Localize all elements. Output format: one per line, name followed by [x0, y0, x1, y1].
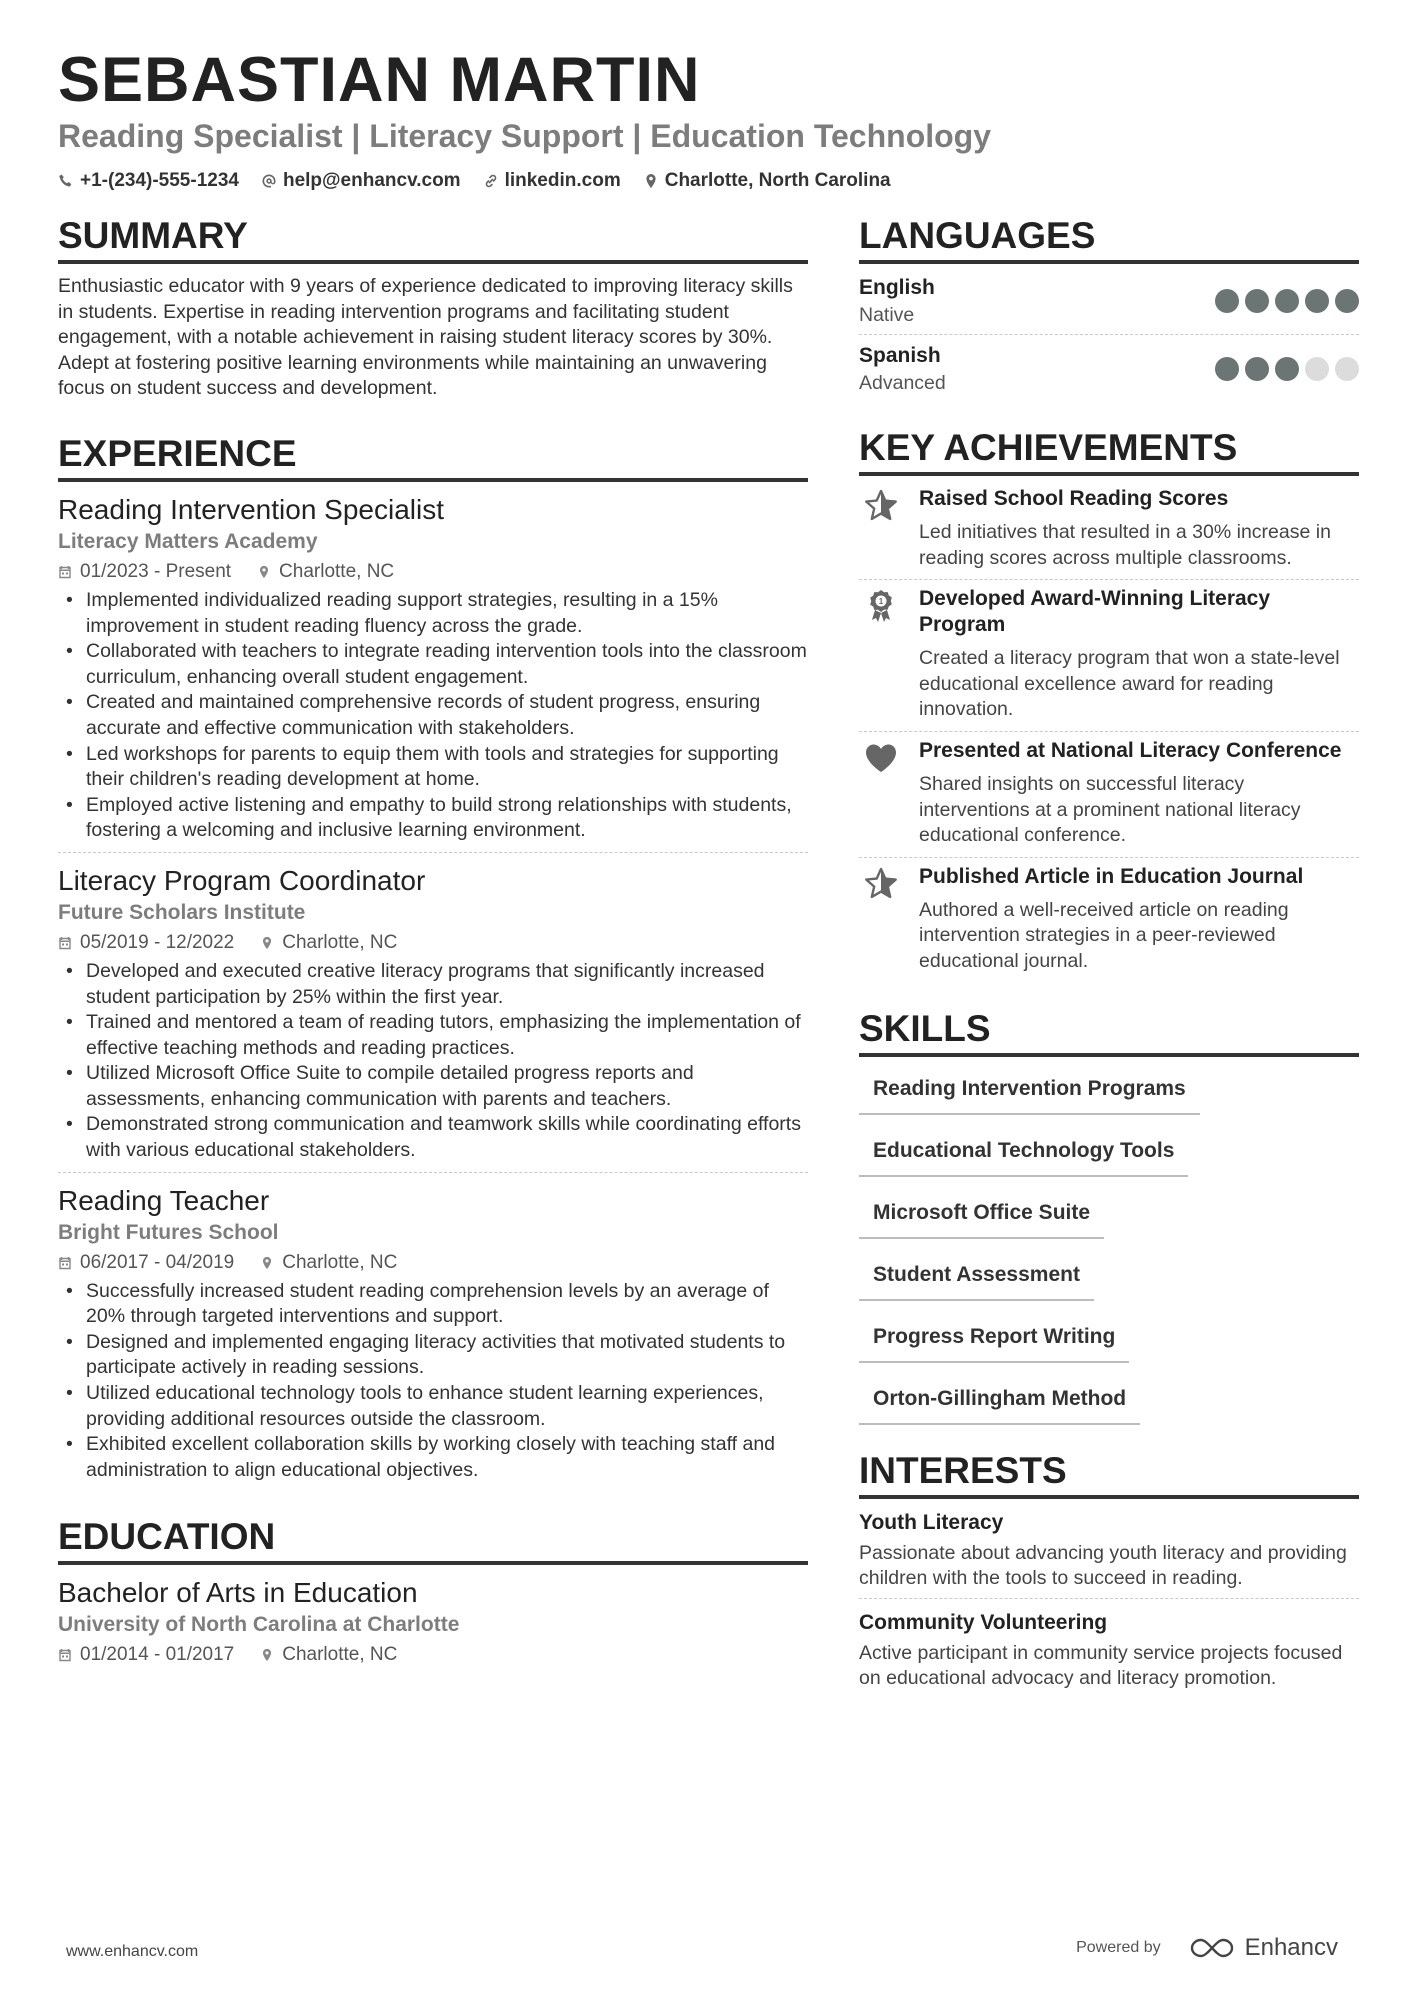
interests-heading: INTERESTS — [859, 1449, 1359, 1499]
school-name: University of North Carolina at Charlotte — [58, 1613, 460, 1637]
enhancv-logo-icon — [1187, 1935, 1237, 1961]
job-bullet: • Trained and mentored a team of reading tutors, emphasizing the implementation of effective teaching methods and reading practices. — [58, 1010, 808, 1061]
rating-dot-filled — [1335, 289, 1359, 313]
rating-dot-filled — [1275, 357, 1299, 381]
language-rating — [1215, 357, 1359, 381]
job-bullet: • Employed active listening and empathy to build strong relationships with students, fostering a welcoming and inclusive learning environment. — [58, 793, 808, 844]
job-location: Charlotte, NC — [282, 1251, 398, 1273]
job-bullet: • Implemented individualized reading support strategies, resulting in a 15% improvement in student reading fluency across the grade. — [58, 588, 808, 639]
job-bullet: • Exhibited excellent collaboration skills by working closely with teaching staff and administration to align educational objectives. — [58, 1432, 808, 1483]
right-column — [859, 214, 1359, 1708]
job-bullet: • Demonstrated strong communication and teamwork skills while coordinating efforts with various educational stakeholders. — [58, 1112, 808, 1163]
job-bullets — [58, 959, 808, 1164]
summary-text: Enthusiastic educator with 9 years of experience dedicated to improving literacy skills in students. Expertise in reading intervention programs and facilitating student engagement, with a notable achievement in raising student literacy scores by 30%. Adept at fostering positive learning environments while maintaining an unwavering focus on student success and development. — [58, 275, 793, 400]
language-name: English — [859, 276, 935, 299]
job-title: Reading Teacher — [58, 1184, 270, 1216]
job-bullet: • Developed and executed creative literacy programs that significantly increased student participation by 25% within the first year. — [58, 959, 808, 1010]
education-entry — [58, 1575, 808, 1677]
rating-dot-filled — [1305, 289, 1329, 313]
link-icon — [483, 173, 499, 189]
achievement-item — [859, 586, 1359, 732]
heart-icon — [863, 740, 899, 776]
footer-website[interactable]: www.enhancv.com — [66, 1943, 199, 1960]
location-icon — [260, 1256, 274, 1270]
job-entry — [58, 492, 808, 853]
job-bullet: • Utilized Microsoft Office Suite to compile detailed progress reports and assessments, enhancing communication with parents and teachers. — [58, 1061, 808, 1112]
experience-heading: EXPERIENCE — [58, 432, 808, 482]
achievement-item — [859, 738, 1359, 858]
interest-title: Community Volunteering — [859, 1610, 1108, 1634]
job-meta — [58, 558, 808, 586]
job-bullet: • Led workshops for parents to equip them with tools and strategies for supporting their children's reading development at home. — [58, 742, 808, 793]
achievement-title: Presented at National Literacy Conference — [919, 738, 1342, 762]
location-icon — [643, 173, 659, 189]
rating-dot-filled — [1215, 289, 1239, 313]
job-bullet: • Successfully increased student reading comprehension levels by an average of 20% through targeted interventions and support. — [58, 1279, 808, 1330]
location-icon — [257, 565, 271, 579]
job-bullet: • Utilized educational technology tools to enhance student learning experiences, providing additional resources outside the classroom. — [58, 1381, 808, 1432]
left-column — [58, 214, 808, 1687]
rating-dot-empty — [1335, 357, 1359, 381]
company-name: Bright Futures School — [58, 1220, 279, 1244]
job-dates: 06/2017 - 04/2019 — [80, 1251, 235, 1273]
language-item — [859, 274, 1359, 335]
job-bullets — [58, 1279, 808, 1484]
rating-dot-filled — [1215, 357, 1239, 381]
star-icon — [863, 488, 899, 524]
job-bullet: • Designed and implemented engaging literacy activities that motivated students to participate actively in reading sessions. — [58, 1330, 808, 1381]
footer-branding — [1076, 1934, 1338, 1962]
contact-linkedin[interactable] — [483, 168, 621, 194]
job-entry — [58, 863, 808, 1173]
interest-desc: Active participant in community service projects focused on educational advocacy and literacy promotion. — [859, 1641, 1343, 1690]
star-icon — [863, 866, 899, 902]
award-icon — [863, 588, 899, 624]
calendar-icon — [58, 565, 72, 579]
candidate-headline: Reading Specialist | Literacy Support | Education Technology — [58, 118, 992, 154]
job-title: Reading Intervention Specialist — [58, 493, 445, 525]
achievement-title: Raised School Reading Scores — [919, 487, 1229, 510]
job-meta — [58, 1249, 808, 1277]
candidate-name: SEBASTIAN MARTIN — [58, 45, 701, 115]
calendar-icon — [58, 936, 72, 950]
rating-dot-filled — [1245, 357, 1269, 381]
skills-list — [859, 1067, 1359, 1425]
degree-title: Bachelor of Arts in Education — [58, 1577, 418, 1609]
contact-location-text: Charlotte, North Carolina — [664, 170, 891, 191]
rating-dot-filled — [1275, 289, 1299, 313]
achievement-desc: Created a literacy program that won a state-level educational excellence award for reading innovation. — [919, 647, 1340, 721]
calendar-icon — [58, 1648, 72, 1662]
contact-bar — [58, 168, 891, 194]
rating-dot-empty — [1305, 357, 1329, 381]
contact-location — [643, 168, 891, 194]
job-location: Charlotte, NC — [282, 931, 398, 953]
interest-desc: Passionate about advancing youth literacy and providing children with the tools to succeed in reading. — [859, 1541, 1347, 1590]
interest-title: Youth Literacy — [859, 1510, 1004, 1534]
summary-heading: SUMMARY — [58, 214, 808, 264]
company-name: Literacy Matters Academy — [58, 529, 318, 553]
skill-tag: Orton-Gillingham Method — [859, 1377, 1140, 1425]
language-level: Native — [859, 304, 915, 326]
contact-email-text: help@enhancv.com — [282, 170, 461, 191]
achievement-title: Published Article in Education Journal — [919, 864, 1304, 888]
contact-email[interactable] — [261, 168, 461, 194]
language-rating — [1215, 289, 1359, 313]
job-location: Charlotte, NC — [279, 560, 395, 582]
at-icon — [261, 173, 277, 189]
brand-name: Enhancv — [1244, 1934, 1338, 1961]
powered-by-label: Powered by — [1076, 1939, 1161, 1956]
education-dates: 01/2014 - 01/2017 — [80, 1644, 235, 1666]
education-meta — [58, 1641, 808, 1669]
achievement-title: Developed Award-Winning Literacy Program — [919, 587, 1271, 637]
language-name: Spanish — [859, 344, 941, 367]
skill-tag: Progress Report Writing — [859, 1315, 1129, 1363]
location-icon — [260, 1648, 274, 1662]
contact-linkedin-text: linkedin.com — [504, 170, 621, 191]
job-bullet: • Collaborated with teachers to integrate reading intervention tools into the classroom curriculum, enhancing overall student engagement. — [58, 639, 808, 690]
brand-logo[interactable] — [1187, 1934, 1338, 1962]
skill-tag: Microsoft Office Suite — [859, 1191, 1104, 1239]
calendar-icon — [58, 1256, 72, 1270]
education-heading: EDUCATION — [58, 1515, 808, 1565]
education-location: Charlotte, NC — [282, 1644, 398, 1666]
job-bullet: • Created and maintained comprehensive records of student progress, ensuring accurate and effective communication with stakeholders. — [58, 690, 808, 741]
job-entry — [58, 1183, 808, 1492]
skills-heading: SKILLS — [859, 1007, 1359, 1057]
phone-icon — [58, 173, 74, 189]
company-name: Future Scholars Institute — [58, 900, 306, 924]
achievement-desc: Led initiatives that resulted in a 30% increase in reading scores across multiple classrooms. — [919, 521, 1331, 569]
interest-item — [859, 1509, 1359, 1599]
skill-tag: Educational Technology Tools — [859, 1129, 1188, 1177]
rating-dot-filled — [1245, 289, 1269, 313]
interest-item — [859, 1609, 1359, 1698]
svg-text:1: 1 — [878, 597, 884, 607]
job-dates: 01/2023 - Present — [80, 560, 232, 582]
contact-phone[interactable] — [58, 168, 239, 194]
languages-heading: LANGUAGES — [859, 214, 1359, 264]
language-item — [859, 342, 1359, 402]
job-title: Literacy Program Coordinator — [58, 864, 426, 896]
job-dates: 05/2019 - 12/2022 — [80, 931, 235, 953]
achievement-item — [859, 486, 1359, 580]
achievement-desc: Shared insights on successful literacy interventions at a prominent national literacy educational conference. — [919, 772, 1301, 847]
location-icon — [260, 936, 274, 950]
skill-tag: Student Assessment — [859, 1253, 1094, 1301]
language-level: Advanced — [859, 372, 946, 394]
achievements-heading: KEY ACHIEVEMENTS — [859, 426, 1359, 476]
job-bullets — [58, 588, 808, 844]
skill-tag: Reading Intervention Programs — [859, 1067, 1200, 1115]
job-meta — [58, 929, 808, 957]
achievement-desc: Authored a well-received article on reading intervention strategies in a peer-reviewed educational journal. — [919, 898, 1289, 972]
achievement-item — [859, 864, 1359, 983]
contact-phone-text: +1-(234)-555-1234 — [80, 170, 239, 191]
